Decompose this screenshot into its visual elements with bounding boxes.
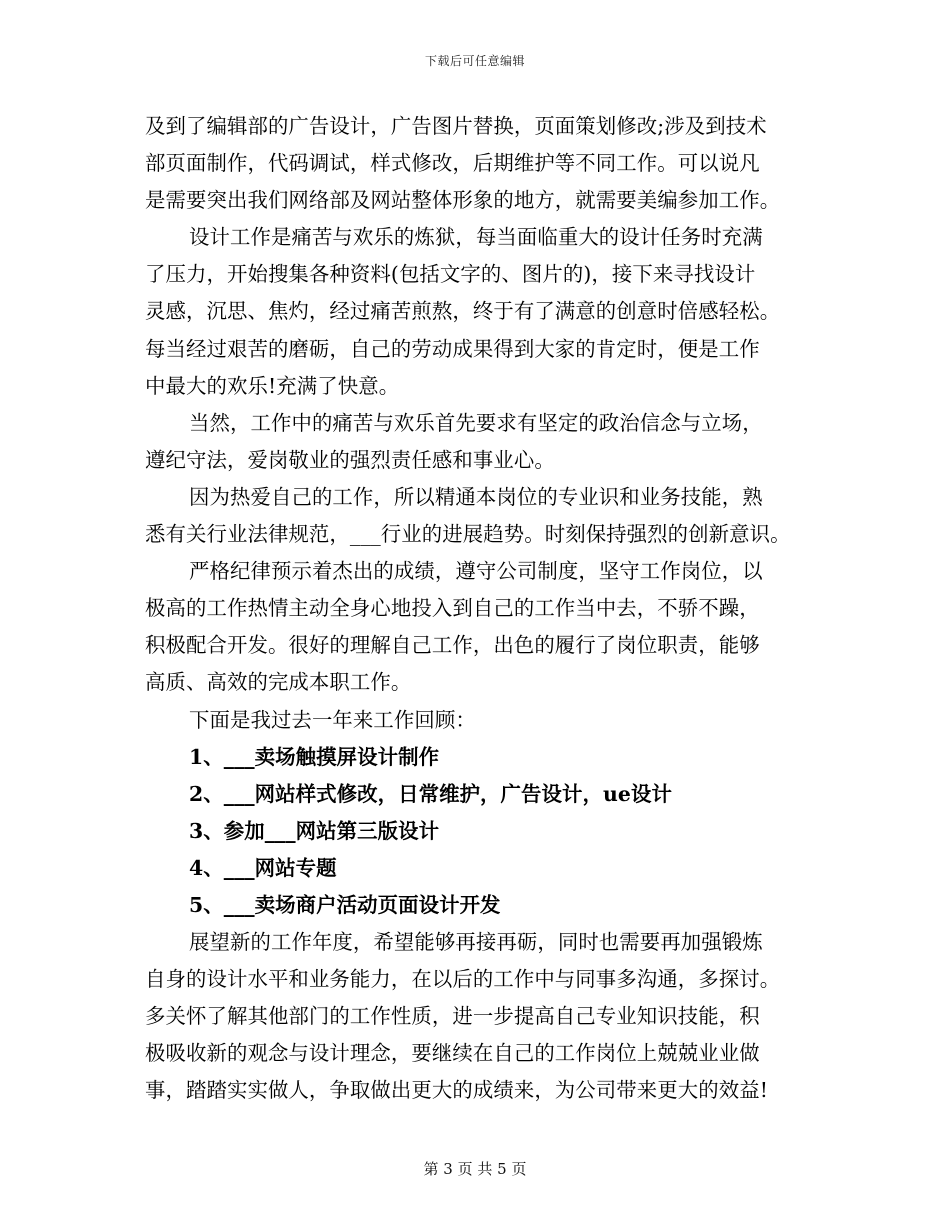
paragraph-line: 严格纪律预示着杰出的成绩，遵守公司制度，坚守工作岗位，以 — [189, 559, 763, 584]
paragraph-line: 极高的工作热情主动全身心地投入到自己的工作当中去，不骄不躁， — [145, 596, 760, 621]
paragraph-line: 及到了编辑部的广告设计，广告图片替换，页面策划修改;涉及到技术 — [145, 114, 767, 138]
document-body — [145, 108, 825, 1110]
list-item: 1、___卖场触摸屏设计制作 — [189, 744, 440, 769]
paragraph-line: 高质、高效的完成本职工作。 — [145, 670, 412, 695]
paragraph-line: 事，踏踏实实做人，争取做出更大的成绩来，为公司带来更大的效益! — [145, 1078, 769, 1103]
paragraph-line: 部页面制作，代码调试，样式修改，后期维护等不同工作。可以说凡 — [145, 151, 760, 176]
paragraph-line: 灵感，沉思、焦灼，经过痛苦煎熬，终于有了满意的创意时倍感轻松。 — [145, 299, 781, 324]
page-header: 下载后可任意编辑 — [424, 54, 525, 68]
paragraph-line: 下面是我过去一年来工作回顾： — [189, 707, 476, 732]
list-item: 2、___网站样式修改，日常维护，广告设计，ue设计 — [189, 781, 672, 806]
paragraph-line: 设计工作是痛苦与欢乐的炼狱，每当面临重大的设计任务时充满 — [189, 225, 763, 250]
paragraph-line: 悉有关行业法律规范，___行业的进展趋势。时刻保持强烈的创新意识。 — [145, 522, 791, 547]
paragraph-line: 极吸收新的观念与设计理念，要继续在自己的工作岗位上兢兢业业做 — [145, 1041, 760, 1066]
paragraph-line: 遵纪守法，爱岗敬业的强烈责任感和事业心。 — [145, 447, 555, 472]
list-item: 5、___卖场商户活动页面设计开发 — [189, 892, 501, 917]
page-number: 第 3 页 共 5 页 — [423, 1160, 527, 1178]
list-item: 3、参加___网站第三版设计 — [189, 818, 440, 843]
paragraph-line: 积极配合开发。很好的理解自己工作，出色的履行了岗位职责，能够 — [145, 633, 760, 658]
paragraph-line: 是需要突出我们网络部及网站整体形象的地方，就需要美编参加工作。 — [145, 188, 781, 213]
paragraph-line: 了压力，开始搜集各种资料(包括文字的、图片的)，接下来寻找设计 — [145, 262, 756, 287]
paragraph-line: 当然，工作中的痛苦与欢乐首先要求有坚定的政治信念与立场， — [189, 410, 763, 435]
paragraph-line: 每当经过艰苦的磨砺，自己的劳动成果得到大家的肯定时，便是工作 — [145, 336, 760, 361]
paragraph-line: 中最大的欢乐!充满了快意。 — [145, 373, 400, 398]
paragraph-line: 因为热爱自己的工作，所以精通本岗位的专业识和业务技能，熟 — [189, 484, 763, 509]
paragraph-line: 自身的设计水平和业务能力，在以后的工作中与同事多沟通，多探讨。 — [145, 967, 781, 992]
paragraph-line: 展望新的工作年度，希望能够再接再砺，同时也需要再加强锻炼 — [189, 930, 763, 955]
list-item: 4、___网站专题 — [189, 855, 337, 880]
paragraph-line: 多关怀了解其他部门的工作性质，进一步提高自己专业知识技能，积 — [145, 1004, 760, 1029]
